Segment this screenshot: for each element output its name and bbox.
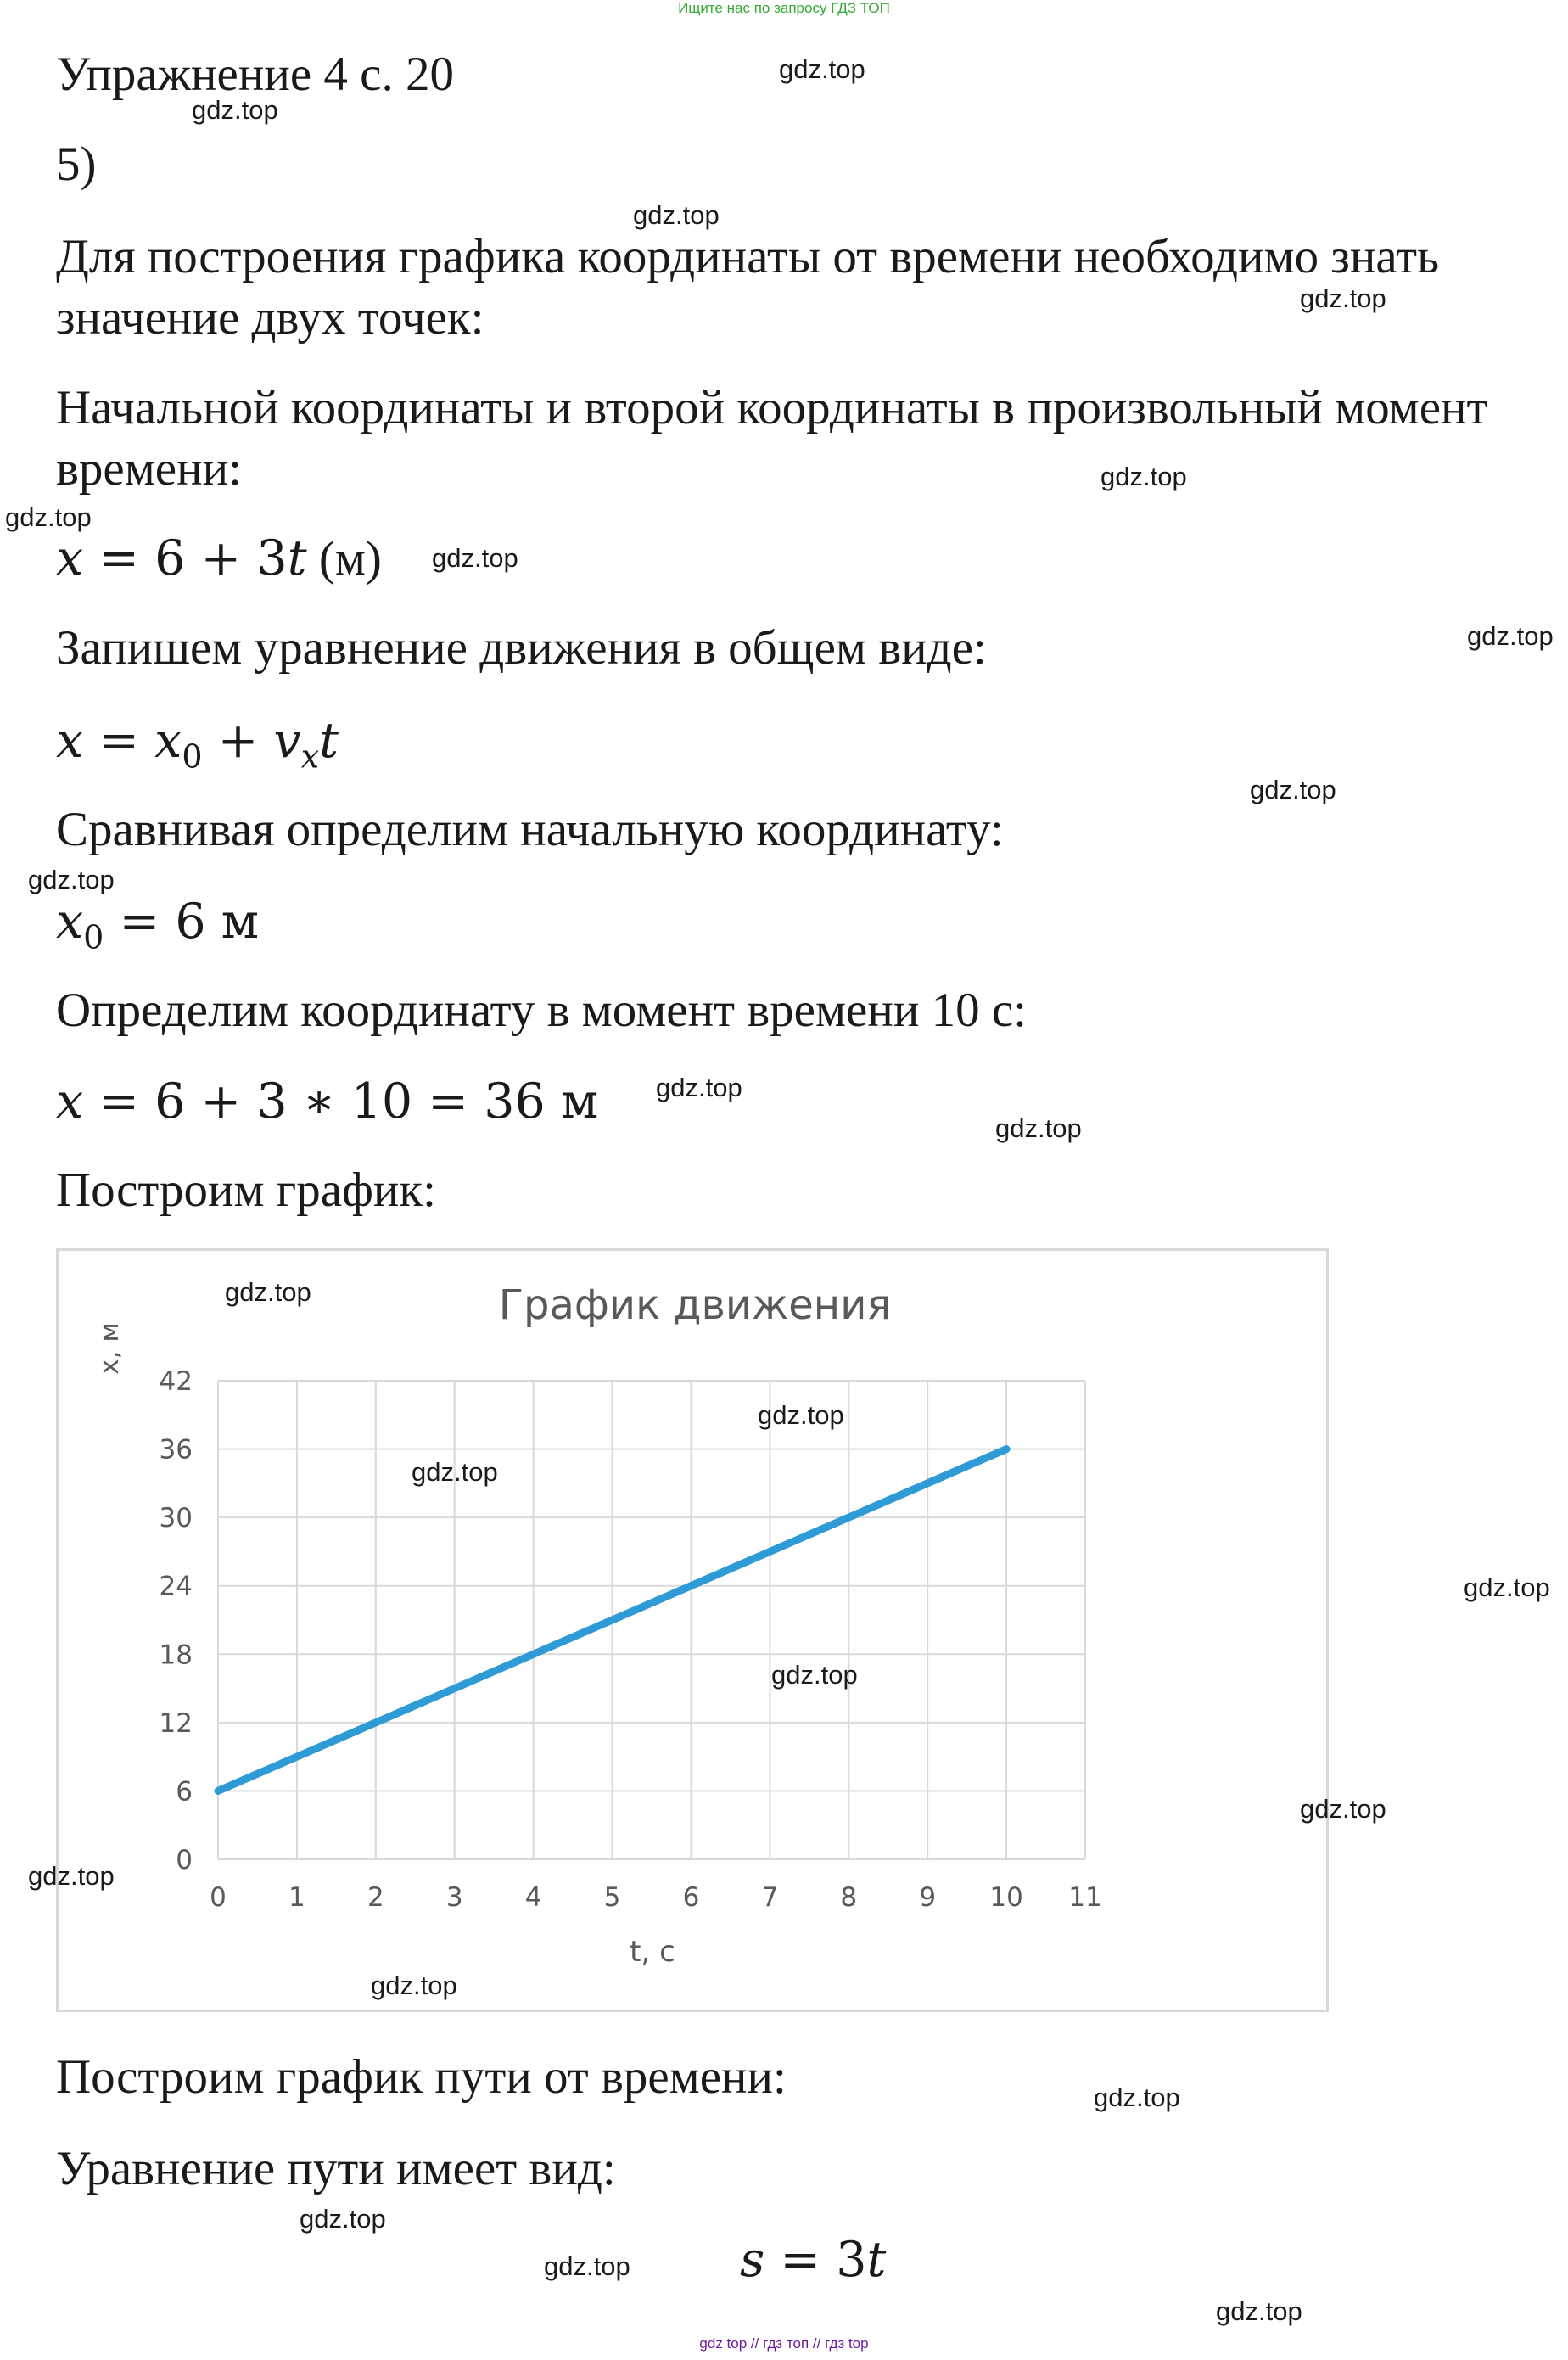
x-tick-label: 1 [288,1882,305,1913]
watermark: gdz.top [995,1113,1082,1143]
formula-x-of-t: x = 6 + 3t (м) [56,530,382,586]
watermark: gdz.top [771,1660,858,1690]
y-tick-label: 30 [159,1503,193,1534]
paragraph-1: Для построения графика координаты от времени необходимо знать значение двух точек: [56,230,1440,345]
x-tick-label: 0 [210,1882,227,1913]
y-tick-label: 12 [159,1707,193,1739]
watermark: gdz.top [1094,2083,1180,2112]
x-tick-label: 2 [367,1882,384,1913]
bottom-banner: gdz top // гдз топ // гдз top [699,2335,869,2352]
paragraph-6: Построим график: [56,1163,436,1217]
watermark: gdz.top [656,1073,742,1102]
watermark: gdz.top [225,1277,311,1307]
x-tick-label: 4 [524,1882,542,1913]
paragraph-7: Построим график пути от времени: [56,2050,787,2104]
y-tick-label: 6 [176,1776,193,1808]
x-tick-label: 3 [445,1882,463,1913]
item-number: 5) [56,137,97,191]
y-tick-label: 36 [159,1434,193,1466]
watermark: gdz.top [371,1970,457,2000]
paragraph-5: Определим координату в момент времени 10 с: [56,984,1027,1037]
motion-chart-svg [59,1251,1326,2010]
watermark: gdz.top [779,54,865,84]
y-tick-label: 42 [159,1366,193,1397]
x-tick-label: 10 [989,1882,1023,1913]
y-tick-label: 24 [159,1571,193,1602]
watermark: gdz.top [1467,621,1554,651]
watermark: gdz.top [300,2204,386,2234]
exercise-heading: Упражнение 4 с. 20 [56,48,454,101]
watermark: gdz.top [544,2251,630,2281]
paragraph-3: Запишем уравнение движения в общем виде: [56,621,987,675]
watermark: gdz.top [432,543,518,573]
watermark: gdz.top [28,1861,115,1891]
formula-initial-coordinate: $x_0 = 6$ м [56,894,260,956]
watermark: gdz.top [1250,775,1336,804]
paragraph-2: Начальной координаты и второй координаты в произвольный момент времени: [56,381,1488,496]
watermark: gdz.top [633,200,720,230]
x-axis-label: t, с [630,1935,675,1969]
chart-title: График движения [498,1281,892,1329]
motion-chart [56,1248,1329,2012]
formula-coordinate-at-10s: x = 6 + 3 ∗ 10 = 36 м [56,1073,599,1130]
watermark: gdz.top [28,865,115,894]
y-tick-label: 18 [159,1640,193,1671]
paragraph-4: Сравнивая определим начальную координату: [56,803,1004,856]
top-banner: Ищите нас по запросу ГДЗ ТОП [678,0,890,16]
formula-general-motion: $x = x_0 + v_xt$ [56,713,339,776]
x-tick-label: 11 [1068,1882,1102,1913]
x-tick-label: 7 [761,1882,779,1913]
watermark: gdz.top [758,1400,844,1430]
x-tick-label: 9 [919,1882,937,1913]
watermark: gdz.top [1100,462,1187,491]
y-axis-label: x, м [94,1322,125,1375]
paragraph-8: Уравнение пути имеет вид: [56,2142,616,2195]
watermark: gdz.top [1216,2296,1302,2326]
x-tick-label: 8 [840,1882,858,1913]
formula-path: s = 3t [740,2232,887,2288]
watermark: gdz.top [5,502,92,532]
watermark: gdz.top [412,1457,498,1487]
watermark: gdz.top [1300,1794,1386,1824]
watermark: gdz.top [192,95,278,125]
watermark: gdz.top [1464,1572,1550,1602]
y-tick-label: 0 [176,1845,193,1875]
watermark: gdz.top [1300,283,1386,313]
x-tick-label: 5 [603,1882,621,1913]
x-tick-label: 6 [682,1882,700,1913]
